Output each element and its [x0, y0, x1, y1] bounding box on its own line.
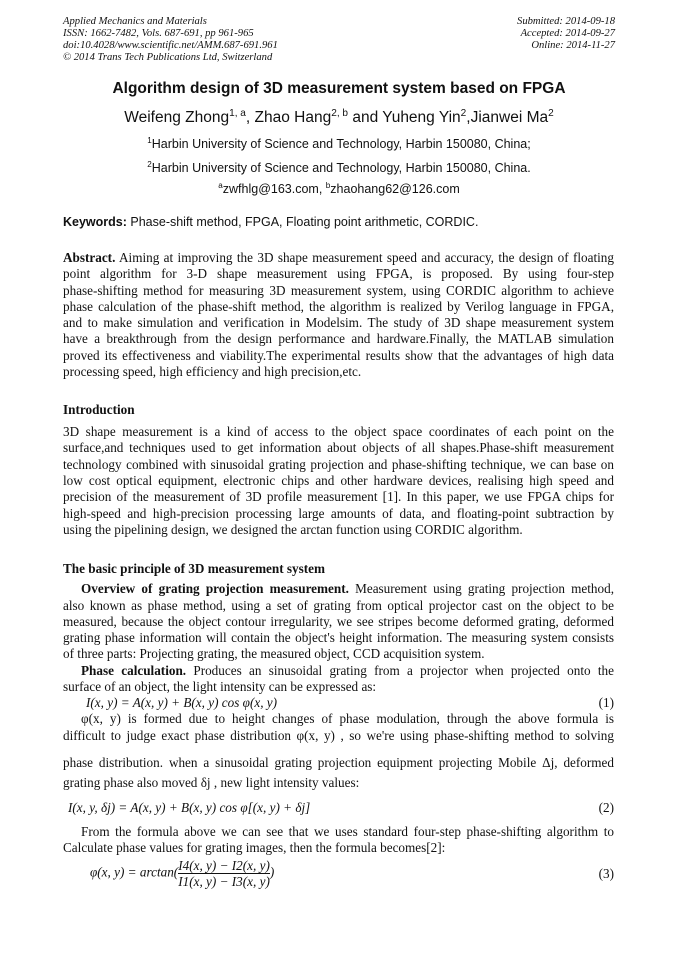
doi: doi:10.4028/www.scientific.net/AMM.687-691.961: [63, 40, 278, 51]
journal-info: [63, 16, 278, 64]
para-line: Calculate phase values for grating images, then the formula becomes[2]:: [63, 840, 446, 855]
sup: 2, b: [331, 108, 349, 119]
author: , Zhao Hang: [245, 109, 332, 127]
emails: [0, 181, 678, 196]
email: zwfhlg@163.com,: [222, 182, 326, 197]
text: Aiming at improving the 3D shape measurement speed and accuracy, the design of floating: [115, 250, 614, 265]
equation-number: (2): [598, 800, 614, 815]
phase-line: [63, 663, 614, 679]
issn: ISSN: 1662-7482, Vols. 687-691, pp 961-965: [63, 28, 254, 39]
keywords: [63, 214, 614, 230]
copyright: © 2014 Trans Tech Publications Ltd, Switzerland: [63, 52, 273, 63]
submitted-date: Submitted: 2014-09-18: [517, 16, 615, 27]
intro-line: technology combined with sinusoidal grating projection and phase-shifting technique, we can base on: [63, 457, 614, 472]
equation-2: I(x, y, δj) = A(x, y) + B(x, y) cos φ[(x, y) + δj]: [68, 800, 311, 815]
intro-line: high-speed and high-precision processing large amounts of data, and floating-point subtraction by: [63, 506, 614, 521]
keywords-label: Keywords:: [63, 215, 127, 229]
equation-number: (3): [598, 866, 614, 881]
abstract-line: point algorithm for 3-D shape measurement using FPGA, is proposed. By using four-step: [63, 266, 614, 281]
intro-line: precision of the measurement of 3D profile measurement [1]. In this paper, we use FPGA chips for: [63, 489, 614, 504]
sup: 1, a: [229, 108, 246, 119]
text: Produces an sinusoidal grating from a projector when projected onto the: [186, 663, 614, 678]
equation-1: I(x, y) = A(x, y) + B(x, y) cos φ(x, y): [86, 695, 278, 710]
abstract-label: Abstract.: [63, 250, 116, 265]
phase-line: surface of an object, the light intensity can be expressed as:: [63, 679, 377, 694]
para-line: From the formula above we can see that we uses standard four-step phase-shifting algorithm to: [81, 824, 614, 839]
para-line: difficult to judge exact phase distribution φ(x, y) , so we're using phase-shifting method to solving: [63, 728, 614, 743]
abstract-line: proved its effectiveness and viability.The experimental results show that the advantages of high data: [63, 348, 614, 363]
overview-line: [63, 581, 614, 597]
sup: 2: [460, 108, 467, 119]
section-heading: Introduction: [63, 402, 135, 417]
sup: 2: [147, 160, 152, 169]
intro-line: using the pipelining design, we designed the arctan function using CORDIC algorithm.: [63, 522, 523, 537]
intro-line: low cost optical equipment, electronic chips and other hardware devices, realising high speed and: [63, 473, 614, 488]
authors: [0, 108, 678, 127]
journal-name: Applied Mechanics and Materials: [63, 16, 207, 27]
paper-title: Algorithm design of 3D measurement system based on FPGA: [112, 80, 566, 97]
author: ,Jianwei Ma: [466, 109, 549, 127]
online-date: Online: 2014-11-27: [531, 40, 615, 51]
accepted-date: Accepted: 2014-09-27: [520, 28, 615, 39]
dates: [517, 16, 615, 52]
para-line: φ(x, y) is formed due to height changes of phase modulation, through the above formula is: [81, 711, 614, 726]
numerator: I4(x, y) − I2(x, y): [178, 858, 270, 873]
affiliation-text: Harbin University of Science and Technology, Harbin 150080, China;: [151, 137, 531, 152]
subheading: Overview of grating projection measurement.: [81, 581, 349, 596]
email: zhaohang62@126.com: [330, 182, 460, 197]
para-line: grating phase also moved δj , new light intensity values:: [63, 775, 360, 790]
fraction: [178, 858, 270, 889]
overview-line: of three parts: Projecting grating, the measured object, CCD acquisition system.: [63, 646, 485, 661]
intro-line: 3D shape measurement is a kind of access to the object space coordinates of each point on the: [63, 424, 614, 439]
denominator: I1(x, y) − I3(x, y): [178, 874, 270, 889]
author: and Yuheng Yin: [348, 109, 461, 127]
abstract-line: processing speed, high efficiency and high precision,etc.: [63, 364, 362, 379]
overview-line: also known as phase method, using a set of grating from optical projector cast on the object to be: [63, 598, 614, 613]
author: Weifeng Zhong: [124, 109, 230, 127]
overview-line: grating phase information will contain the object's height information. The measuring system consists: [63, 630, 614, 645]
abstract-line: [63, 250, 614, 266]
para-line: phase distribution. when a sinusoidal grating projection equipment projecting Mobile Δj, deformed: [63, 755, 614, 770]
subheading: Phase calculation.: [81, 663, 187, 678]
text: Measurement using grating projection method,: [348, 581, 614, 596]
sup: 2: [548, 108, 554, 119]
abstract-line: and to make simulation and verification in Modelsim. The study of 3D shape measurement system: [63, 315, 614, 330]
equation-3: [90, 858, 274, 889]
sup: 1: [147, 136, 152, 145]
abstract-line: have a breakthrough from the design performance and hardware.Finally, the MATLAB simulation: [63, 331, 614, 346]
affiliation-1: [0, 136, 678, 151]
equation-number: (1): [598, 695, 614, 710]
affiliation-2: [0, 160, 678, 175]
sup: b: [325, 181, 331, 190]
sup: a: [218, 181, 223, 190]
intro-line: surface,and techniques used to get information about objects of all shapes.Phase-shift measurement: [63, 440, 614, 455]
keywords-text: Phase-shift method, FPGA, Floating point arithmetic, CORDIC.: [126, 215, 479, 229]
abstract-line: phase calculation of the phase-shift method, the algorithm is realized by Verilog language in FPGA,: [63, 299, 614, 314]
section-heading: The basic principle of 3D measurement system: [63, 561, 326, 576]
eq-lhs: φ(x, y) = arctan(: [90, 864, 179, 880]
abstract-line: phase-shifting method for measuring 3D measurement system, using CORDIC algorithm to achieve: [63, 283, 614, 298]
affiliation-text: Harbin University of Science and Technology, Harbin 150080, China.: [151, 161, 531, 176]
overview-line: measured, because the object contour irregularity, we see stripes become deformed grating, deformed: [63, 614, 614, 629]
eq-rhs: ): [269, 864, 275, 880]
